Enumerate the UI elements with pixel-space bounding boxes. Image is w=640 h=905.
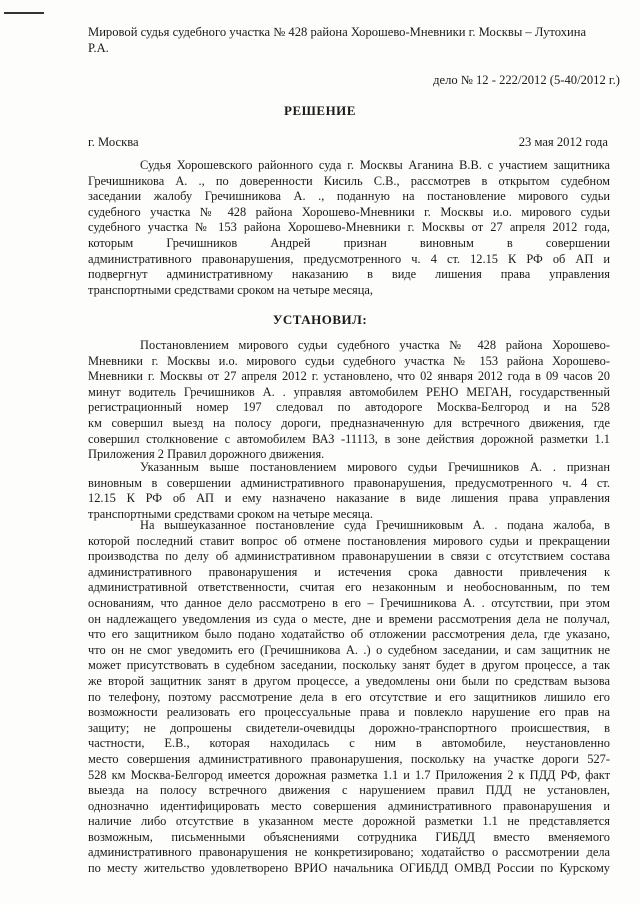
text-line: административного правонарушения и истечения срока давности привлечения к — [88, 564, 610, 579]
text-line: административного правонарушения не конкретизировано; ходатайство о рассмотрении дела — [88, 845, 610, 860]
text-line: 528 км Москва-Белгород имеется дорожная разметка 1.1 и 1.7 Приложения 2 к ПДД РФ, факт — [88, 767, 610, 782]
text-line: совершил столкновение с автомобилем ВАЗ -11113, в зоне действия дорожной разметки 1.1 — [88, 431, 610, 446]
text-line: возможным, письменными объяснениями сотрудника ГИБДД вместо вменяемого — [88, 829, 610, 844]
text-line: производства по делу об административном правонарушении в связи с отсутствием состава — [88, 549, 610, 564]
text-line: защиту; не допрошены свидетели-очевидцы дорожно-транспортного происшествия, в — [88, 720, 610, 735]
text-line: основаниям, что данное дело рассмотрено в его – Гречишникова А. . отсутствии, при этом — [88, 595, 610, 610]
established-paragraph-2 — [88, 460, 610, 522]
text-line: что его защитником было подано ходатайство об отложении рассмотрения дела, где указано, — [88, 627, 610, 642]
text-line: он надлежащего уведомления из суда о месте, дне и времени рассмотрения дела не получал, — [88, 611, 610, 626]
text-line: Указанным выше постановлением мирового судьи Гречишников А. . признан — [140, 460, 610, 474]
text-line: Гречишникова А. ., по доверенности Кисиль С.В., рассмотрев в открытом судебном — [88, 173, 610, 188]
text-line: административной ответственности, считая его незаконным и необоснованным, по тем — [88, 580, 610, 595]
text-line: регистрационный номер 197 следовал по автодороге Москва-Белгород и на 528 — [88, 400, 610, 415]
established-paragraph-3 — [88, 518, 610, 877]
text-line: транспортными средствами сроком на четыре месяца. — [88, 506, 373, 521]
established-paragraph-1 — [88, 338, 610, 463]
text-line: выезда на полосу встречного движения с нарушением правил ПДД не установлен, — [88, 783, 610, 798]
text-line: частности, Е.В., которая находилась с ним в автомобиле, неустановленно — [88, 736, 610, 751]
text-line: км совершил выезд на полосу дороги, предназначенную для встречного движения, где — [88, 415, 610, 430]
document-title: РЕШЕНИЕ — [284, 103, 356, 118]
text-line: судебного участка № 428 района Хорошево-Мневники г. Москвы и.о. мирового судьи — [88, 204, 610, 219]
text-line: же второй защитник занят в другом процессе, а уведомлены они были по средствам вызова — [88, 673, 610, 688]
text-line: наличие либо отсутствие в указанном месте дорожной разметки 1.1 не представляется — [88, 814, 610, 829]
scan-corner-mark — [4, 12, 44, 14]
text-line: административного правонарушения, предусмотренного ч. 4 ст. 12.15 К РФ об АП и — [88, 251, 610, 266]
court-header: Мировой судья судебного участка № 428 района Хорошево-Мневники г. Москвы – Лутохина Р.А. — [88, 25, 587, 55]
text-line: место совершения административного правонарушения, поскольку на участке дороги 527- — [88, 751, 610, 766]
document-place: г. Москва — [88, 135, 139, 149]
case-number: дело № 12 - 222/2012 (5-40/2012 г.) — [433, 73, 620, 87]
text-line: однозначно идентифицировать место совершения административного правонарушения и — [88, 798, 610, 813]
text-line: судебного участка № 153 района Хорошево-Мневники г. Москвы от 27 апреля 2012 года, — [88, 220, 610, 235]
text-line: На вышеуказанное постановление суда Гречишниковым А. . подана жалоба, в — [140, 518, 610, 532]
text-line: которым Гречишников Андрей признан виновным в совершении — [88, 235, 610, 250]
text-line: Судья Хорошевского районного суда г. Москвы Аганина В.В. с участием защитника — [140, 158, 610, 172]
text-line: по телефону, поэтому рассмотрение дела в его отсутствие и его защитников лишило его — [88, 689, 610, 704]
text-line: что он не смог уведомить его (Гречишникова А. .) о судебном заседании, и сам защитник не — [88, 642, 610, 657]
intro-paragraph — [88, 158, 610, 298]
text-line: которой последний ставит вопрос об отмене постановления мирового судьи и прекращении — [88, 533, 610, 548]
text-line: заседании жалобу Гречишникова А. ., поданную на постановление мирового судьи — [88, 189, 610, 204]
section-title: УСТАНОВИЛ: — [272, 312, 368, 327]
text-line: подвергнут административному наказанию в виде лишения права управления — [88, 267, 610, 282]
text-line: Приложения 2 Правил дорожного движения. — [88, 447, 325, 462]
text-line: по месту жительство удовлетворено ВРИО начальника ОГИБДД ОМВД России по Курскому — [88, 861, 610, 876]
text-line: Постановлением мирового судьи судебного участка № 428 района Хорошево- — [140, 338, 610, 352]
document-date: 23 мая 2012 года — [518, 135, 608, 149]
text-line: может присутствовать в судебном заседании, поскольку занят будет в другом процессе, а так — [88, 658, 610, 673]
text-line: виновным в совершении административного правонарушения, предусмотренного ч. 4 ст. — [88, 475, 610, 490]
text-line: возможности реализовать его процессуальные права и повлекло нарушение его прав на — [88, 705, 610, 720]
text-line: Мневники г. Москвы и.о. мирового судьи судебного участка № 153 района Хорошево- — [88, 353, 610, 368]
text-line: 12.15 К РФ об АП и ему назначено наказание в виде лишения права управления — [88, 491, 610, 506]
text-line: Мневники г. Москвы от 27 апреля 2012 г. установлено, что 02 января 2012 года в 09 часов 20 — [88, 369, 610, 384]
text-line: транспортными средствами сроком на четыре месяца, — [88, 282, 373, 297]
text-line: минут водитель Гречишников А. . управляя автомобилем РЕНО МЕГАН, государственный — [88, 384, 610, 399]
